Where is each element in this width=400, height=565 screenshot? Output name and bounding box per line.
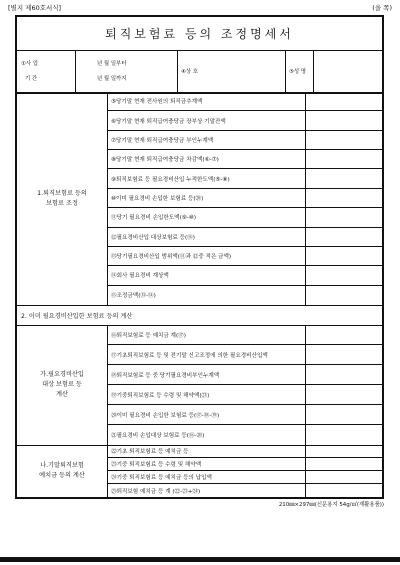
period-label-2: 기 간 xyxy=(25,76,38,82)
period-from-field[interactable]: 년 월 일부터 xyxy=(97,61,127,67)
row-label: ㉒기초 퇴직보험료 등 예치금 등 xyxy=(111,449,189,455)
section-1-label: 1.퇴직보험료 등의 보험료 조정 xyxy=(17,92,108,305)
corp-name-label: ④상 호 xyxy=(181,69,198,75)
table-row xyxy=(107,445,382,458)
row-label: ㉓기중 퇴직보험료 등 수령 및 해약액 xyxy=(111,462,202,468)
section-2a-label: 가.필요경비산입 대상 보험료 등 계산 xyxy=(17,325,108,445)
table-row xyxy=(107,385,382,405)
section-2b-rows xyxy=(107,445,382,497)
table-row xyxy=(107,150,382,169)
business-period-row xyxy=(17,50,382,94)
row-label: ⑫필요경비산입 대상보험료 등(⑭) xyxy=(111,234,195,241)
row-label: ⑪당기 필요경비 손입한도액(⑨-⑩) xyxy=(111,215,197,222)
row-label: ㉕퇴직보험 예치금 등 계 (㉒-㉓+㉔) xyxy=(111,488,201,495)
row-label: ⑦당기말 현재 퇴직급여충당금 부인누계액 xyxy=(111,137,214,144)
table-row xyxy=(107,484,382,497)
form-header xyxy=(8,3,392,15)
period-label-1: ①사 업 xyxy=(21,61,38,67)
table-row xyxy=(107,131,382,150)
period-to-field[interactable]: 년 월 일까지 xyxy=(97,76,127,82)
row-label: ⑰기초퇴직보험료 등 및 전기말 신고조정에 의한 필요경비산입액 xyxy=(111,352,268,359)
table-row xyxy=(107,189,382,208)
table-row xyxy=(107,458,382,471)
table-row xyxy=(107,228,382,247)
section-2-heading: 2. 이미 필요경비산입한 보험료 등의 계산 xyxy=(17,305,382,326)
section-2b-label: 나.기말퇴직보험 예치금 등의 계산 xyxy=(17,445,108,497)
section-2b xyxy=(17,445,382,497)
bottom-rule xyxy=(0,557,400,562)
row-label: ⑱퇴직보험료 등 중 당기필요경비부인누계액 xyxy=(111,372,220,379)
row-label: ⑧당기말 현재 퇴직급여충당금 차감액(⑥-⑦) xyxy=(111,157,219,164)
section-2a xyxy=(17,325,382,446)
table-row xyxy=(107,111,382,130)
row-label: ⑩이미 필요경비 손입한 보험료 등(⑳) xyxy=(111,195,204,202)
table-row xyxy=(107,169,382,188)
table-row xyxy=(107,405,382,425)
table-row xyxy=(107,92,382,111)
row-label: ⑳이미 필요경비 손입한 보험료 등(⑰-⑱-⑲) xyxy=(111,412,220,419)
adjustment-statement-form xyxy=(15,15,384,499)
row-label: ㉑필요경비 손입대상 보험료 등(⑯-⑳) xyxy=(111,433,205,439)
table-row xyxy=(107,365,382,385)
table-row xyxy=(107,208,382,227)
table-row xyxy=(107,266,382,285)
paper-spec-footer: 210㎜×297㎜(신문용지 54g/㎡(재활용품)) xyxy=(278,502,384,508)
table-row xyxy=(107,471,382,484)
table-row xyxy=(107,425,382,445)
table-row xyxy=(107,345,382,365)
form-title: 퇴직보험료 등의 조정명세서 xyxy=(17,17,382,51)
row-label: ⑲기중퇴직보험료 등 수령 및 해약액(㉓) xyxy=(111,392,210,399)
row-label: ⑨퇴직보험료 등 필요경비산입 누적한도액(⑤-⑧) xyxy=(111,176,230,183)
row-label: ⑬당기필요경비산입 범위액(⑪과 ⑫중 적은 금액) xyxy=(111,254,232,261)
section-1 xyxy=(17,92,382,306)
table-row xyxy=(107,247,382,266)
row-label: ⑭회사 필요경비 계상액 xyxy=(111,273,169,280)
table-row xyxy=(107,325,382,345)
section-2a-rows xyxy=(107,325,382,445)
row-label: ⑥당기말 현재 퇴직급여충당금 장부상 기말잔액 xyxy=(111,118,226,125)
row-label: ㉔기중 퇴직보험료 등 예치금 등의 납입액 xyxy=(111,475,212,481)
row-label: ⑯퇴직보험료 등 예치금 계(⑰) xyxy=(111,332,186,339)
form-number: [별지 제60호서식] xyxy=(8,4,62,12)
row-label: ⑮조정금액(⑬-⑭) xyxy=(111,293,156,300)
table-row xyxy=(107,286,382,305)
representative-label: ⑤성 명 xyxy=(289,69,306,75)
row-label: ⑤당기말 현재 전사원의 퇴직금추계액 xyxy=(111,99,203,106)
section-1-rows xyxy=(107,92,382,305)
page-side-note: (을 쪽) xyxy=(372,4,392,12)
